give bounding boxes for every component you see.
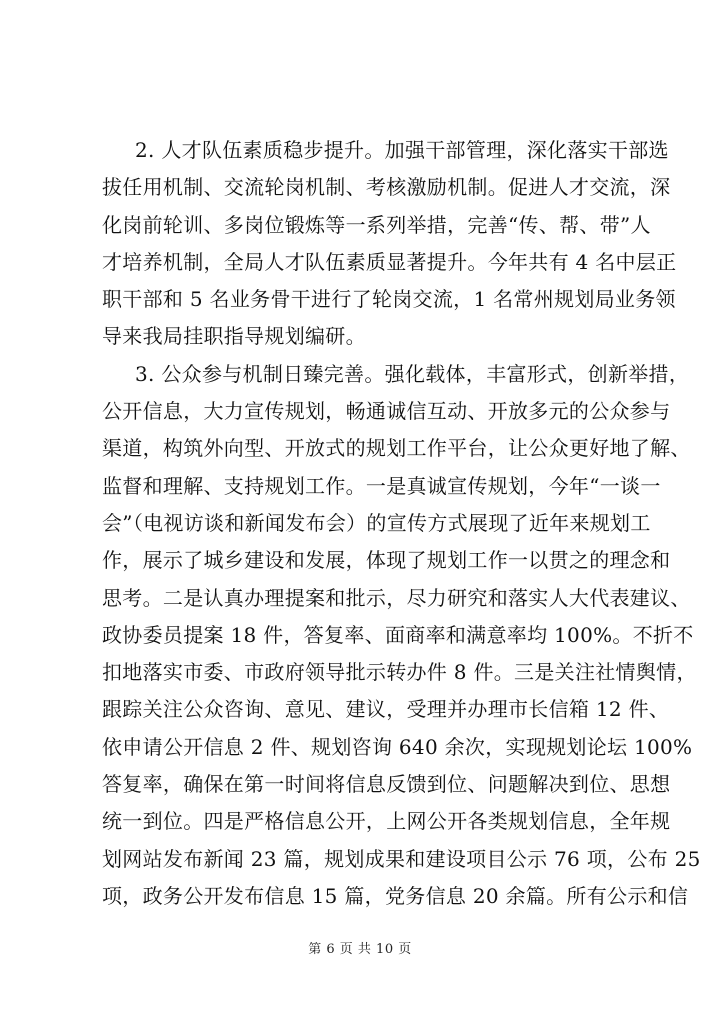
paragraph-talent	[102, 132, 677, 356]
text-line: 思考。二是认真办理提案和批示，尽力研究和落实人大代表建议、	[102, 585, 691, 610]
text-line: 监督和理解、支持规划工作。一是真诚宣传规划，今年“一谈一	[102, 473, 661, 498]
text-line: 统一到位。四是严格信息公开，上网公开各类规划信息，全年规	[102, 809, 671, 834]
text-line: 拔任用机制、交流轮岗机制、考核激励机制。促进人才交流，深	[102, 175, 671, 200]
text-line: 跟踪关注公众咨询、意见、建议，受理并办理市长信箱 12 件、	[102, 697, 670, 722]
text-line: 会”（电视访谈和新闻发布会）的宣传方式展现了近年来规划工	[102, 510, 651, 535]
text-line: 依申请公开信息 2 件、规划咨询 640 余次，实现规划论坛 100%	[102, 734, 693, 759]
text-line: 公开信息，大力宣传规划，畅通诚信互动、开放多元的公众参与	[102, 399, 671, 424]
text-line: 划网站发布新闻 23 篇，规划成果和建设项目公示 76 项，公布 25	[102, 846, 701, 871]
text-line: 才培养机制，全局人才队伍素质显著提升。今年共有 4 名中层正	[102, 249, 677, 274]
text-line: 化岗前轮训、多岗位锻炼等一系列举措，完善“传、帮、带”人	[102, 212, 651, 237]
text-line: 答复率，确保在第一时间将信息反馈到位、问题解决到位、思想	[102, 772, 671, 797]
paragraph-public	[102, 356, 701, 915]
text-line: 项，政务公开发布信息 15 篇，党务信息 20 余篇。所有公示和信	[102, 883, 689, 908]
text-line: 2. 人才队伍素质稳步提升。加强干部管理，深化落实干部选	[135, 138, 669, 162]
text-line: 导来我局挂职指导规划编研。	[102, 324, 366, 349]
text-line: 政协委员提案 18 件，答复率、面商率和满意率均 100%。不折不	[102, 622, 694, 647]
text-line: 作，展示了城乡建设和发展，体现了规划工作一以贯之的理念和	[102, 548, 671, 573]
text-line: 扣地落实市委、市政府领导批示转办件 8 件。三是关注社情舆情，	[102, 660, 697, 685]
document-body	[102, 132, 701, 915]
text-line: 渠道，构筑外向型、开放式的规划工作平台，让公众更好地了解、	[102, 436, 691, 461]
page-footer: 第 6 页 共 10 页	[308, 942, 412, 957]
text-line: 3. 公众参与机制日臻完善。强化载体，丰富形式，创新举措，	[135, 361, 690, 386]
text-line: 职干部和 5 名业务骨干进行了轮岗交流，1 名常州规划局业务领	[102, 287, 676, 312]
